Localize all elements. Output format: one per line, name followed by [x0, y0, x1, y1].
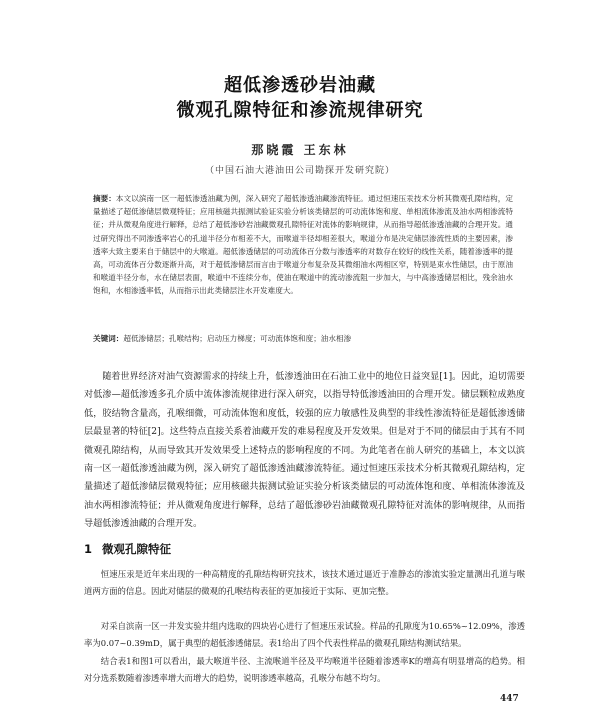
body-paragraph: 结合表1和图1可以看出，最大喉道半径、主流喉道半径及平均喉道半径随着渗透率K的增高有明显增高的趋势。相对分选系数随着渗透率增大而增大的趋势，说明渗透率越高，孔喉分布越不均匀。	[84, 656, 525, 684]
authors: 那晓霞 王东林	[251, 143, 349, 157]
affiliation: （中国石油大港油田公司勘探开发研究院）	[204, 166, 395, 176]
keywords-text: 超低渗储层；孔喉结构；启动压力梯度；可动流体饱和度；油水相渗	[123, 334, 352, 343]
body-paragraph: 对采自滨南一区一井发实验井组内选取的四块岩心进行了恒速压汞试验。样品的孔隙度为10.65%~12.09%，渗透率为0.07~0.39mD，属于典型的超低渗透储层。表1给出了四个代表性样品的微观孔隙结构测试结果。	[84, 621, 525, 649]
introduction-paragraph: 随着世界经济对油气资源需求的持续上升，低渗透油田在石油工业中的地位日益突显[1]。因此，迫切需要对低渗—超低渗透多孔介质中流体渗流规律进行深入研究，以指导特低渗透油田的合理开发。储层颗粒成熟度低，胶结物含量高，孔喉细微，可动流体饱和度低，较强的应力敏感性及典型的非线性渗流特征是超低渗透储层最显著的特征[2]。这些特点直接关系着油藏开发的难易程度及开发效果。但是对于不同的储层由于其有不同微观孔隙结构，从而导致其开发效果受上述特点的影响程度的不同。为此笔者在前人研究的基础上，本文以滨南一区一超低渗透油藏为例，深入研究了超低渗透油藏渗流特征。通过恒速压汞技术分析其微观孔隙结构，定量描述了超低渗储层微观特征；应用核磁共振测试验证实验分析该类储层的可动流体饱和度、单相流体渗流及油水两相渗流特征；并从微观角度进行解释，总结了超低渗砂岩油藏微观孔隙特征对流体的影响规律，从而指导超低渗透油藏的合理开发。	[84, 372, 525, 530]
abstract-label: 摘要：	[93, 194, 116, 203]
keywords	[93, 333, 513, 345]
keywords-label: 关键词：	[93, 334, 124, 343]
title-line-1: 超低渗透砂岩油藏	[224, 75, 376, 96]
abstract-text: 本文以滨南一区一超低渗透油藏为例，深入研究了超低渗透油藏渗流特征。通过恒速压汞技术分析其微观孔隙结构，定量描述了超低渗储层微观特征；应用核磁共振测试验证实验分析该类储层的可动流体饱和度、单相流体渗流及油水两相渗流特征；并从微观角度进行解释，总结了超低渗砂岩油藏微观孔隙特征对流体的影响规律，从而指导超低渗透油藏的合理开发。通过研究得出不同渗透率岩心的孔道半径分布相差不大，而喉道半径却相差很大，喉道分布是决定储层渗流性质的主要因素，渗透率大致主要来自于储层中的大喉道。超低渗透储层的可动流体百分数与渗透率的对数存在较好的线性关系，随着渗透率的提高，可动流体百分数逐渐升高，对于超低渗储层而言由于喉道分布复杂及其微细油水两相区窄，特别是束水性储层，由于原油和喉道半径分布，水在储层表面，喉道中不连续分布，使油在喉道中的流动渗流阻一步加大，与中高渗透储层相比，残余油水饱和，水相渗透率低，从而指示出此类储层注水开发难度大。	[93, 194, 514, 296]
section-number: 1	[84, 542, 93, 556]
abstract	[93, 192, 513, 298]
title-line-2: 微观孔隙特征和渗流规律研究	[176, 100, 424, 121]
section-title: 微观孔隙特征	[102, 542, 172, 556]
body-paragraph: 恒速压汞是近年来出现的一种高精度的孔隙结构研究技术，该技术通过逼近于准静态的渗流实验定量测出孔道与喉道两方面的信息。因此对储层的微观的孔喉结构表征的更加接近于实际、更加完整。	[84, 569, 525, 597]
section-heading	[84, 541, 171, 557]
page-number: 447	[500, 694, 519, 704]
